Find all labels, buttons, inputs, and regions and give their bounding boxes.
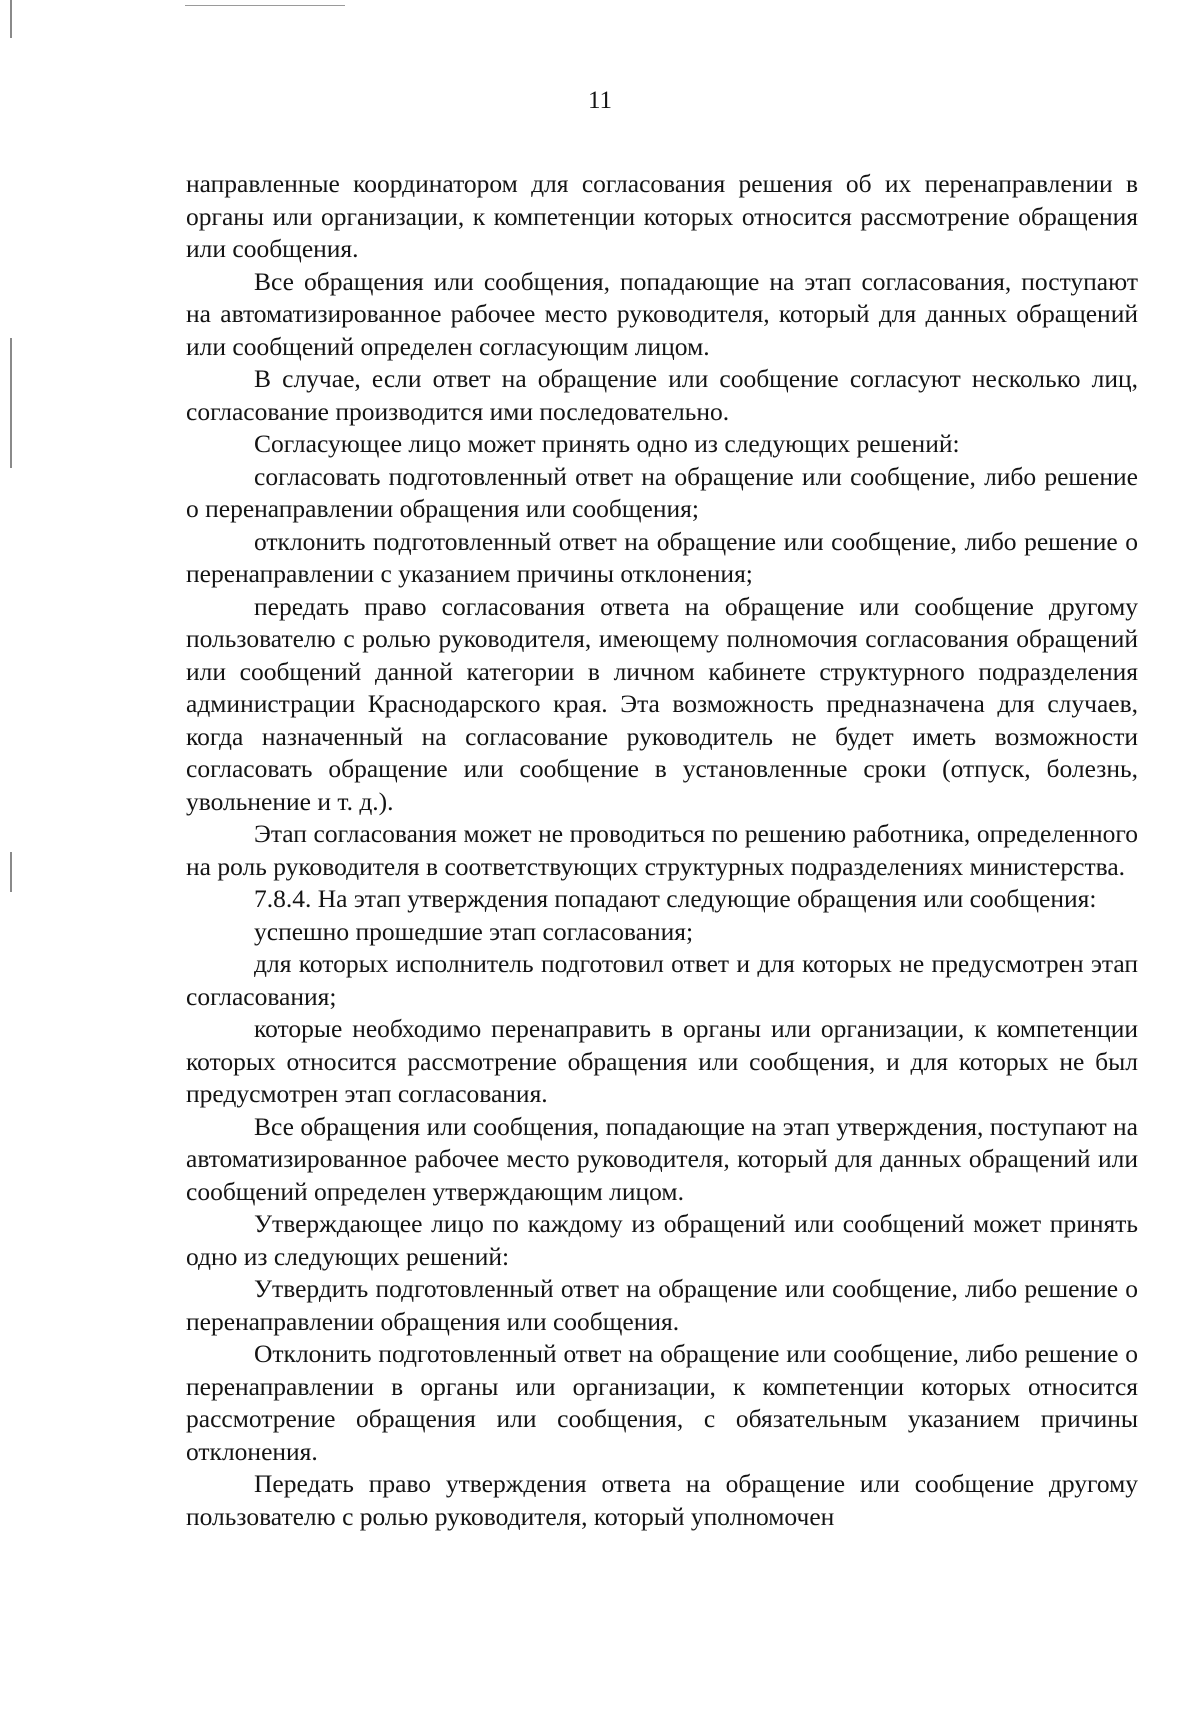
list-item: Отклонить подготовленный ответ на обращение или сообщение, либо решение о перенаправлении в органы или организации, к компетенции которых относится рассмотрение обращения или сообщения, с обязательным указанием причины отклонения.	[186, 1339, 1138, 1466]
scan-margin-mark	[10, 338, 12, 468]
paragraph: Утверждающее лицо по каждому из обращений или сообщений может принять одно из следующих решений:	[186, 1209, 1138, 1271]
paragraph: В случае, если ответ на обращение или сообщение согласуют несколько лиц, согласование производится ими последовательно.	[186, 364, 1138, 426]
list-item: передать право согласования ответа на обращение или сообщение другому пользователю с ролью руководителя, имеющему полномочия согласования обращений или сообщений данной категории в личном кабинете структурного подразделения администрации Краснодарского края. Эта возможность предназначена для случаев, когда назначенный на согласование руководитель не будет иметь возможности согласовать обращение или сообщение в установленные сроки (отпуск, болезнь, увольнение и т. д.).	[186, 591, 1138, 816]
paragraph: Все обращения или сообщения, попадающие на этап утверждения, поступают на автоматизированное рабочее место руководителя, который для данных обращений или сообщений определен утверждающим лицом.	[186, 1111, 1138, 1206]
list-item: которые необходимо перенаправить в органы или организации, к компетенции которых относится рассмотрение обращения или сообщения, и для которых не был предусмотрен этап согласования.	[186, 1014, 1138, 1108]
list-item: Утвердить подготовленный ответ на обращение или сообщение, либо решение о перенаправлении обращения или сообщения.	[186, 1274, 1138, 1336]
paragraph: Согласующее лицо может принять одно из следующих решений:	[254, 429, 960, 458]
scan-margin-mark	[10, 0, 12, 38]
list-item: согласовать подготовленный ответ на обращение или сообщение, либо решение о перенаправлении обращения или сообщения;	[186, 461, 1138, 523]
paragraph: Этап согласования может не проводиться по решению работника, определенного на роль руководителя в соответствующих структурных подразделениях министерства.	[186, 819, 1138, 881]
scan-margin-mark	[10, 852, 12, 892]
list-item: Передать право утверждения ответа на обращение или сообщение другому пользователю с ролью руководителя, который уполномочен	[186, 1469, 1138, 1531]
document-body	[186, 168, 1138, 1533]
page-number: 11	[587, 87, 613, 114]
paragraph: Все обращения или сообщения, попадающие на этап согласования, поступают на автоматизированное рабочее место руководителя, который для данных обращений или сообщений определен согласующим лицом.	[186, 266, 1138, 361]
list-item: успешно прошедшие этап согласования;	[254, 916, 694, 946]
section-heading-paragraph: 7.8.4. На этап утверждения попадают следующие обращения или сообщения:	[254, 884, 1097, 913]
list-item: отклонить подготовленный ответ на обращение или сообщение, либо решение о перенаправлении с указанием причины отклонения;	[186, 526, 1138, 588]
scan-top-rule	[185, 5, 345, 6]
list-item: для которых исполнитель подготовил ответ и для которых не предусмотрен этап согласования;	[186, 949, 1138, 1011]
paragraph: направленные координатором для согласования решения об их перенаправлении в органы или организации, к компетенции которых относится рассмотрение обращения или сообщения.	[186, 169, 1138, 263]
